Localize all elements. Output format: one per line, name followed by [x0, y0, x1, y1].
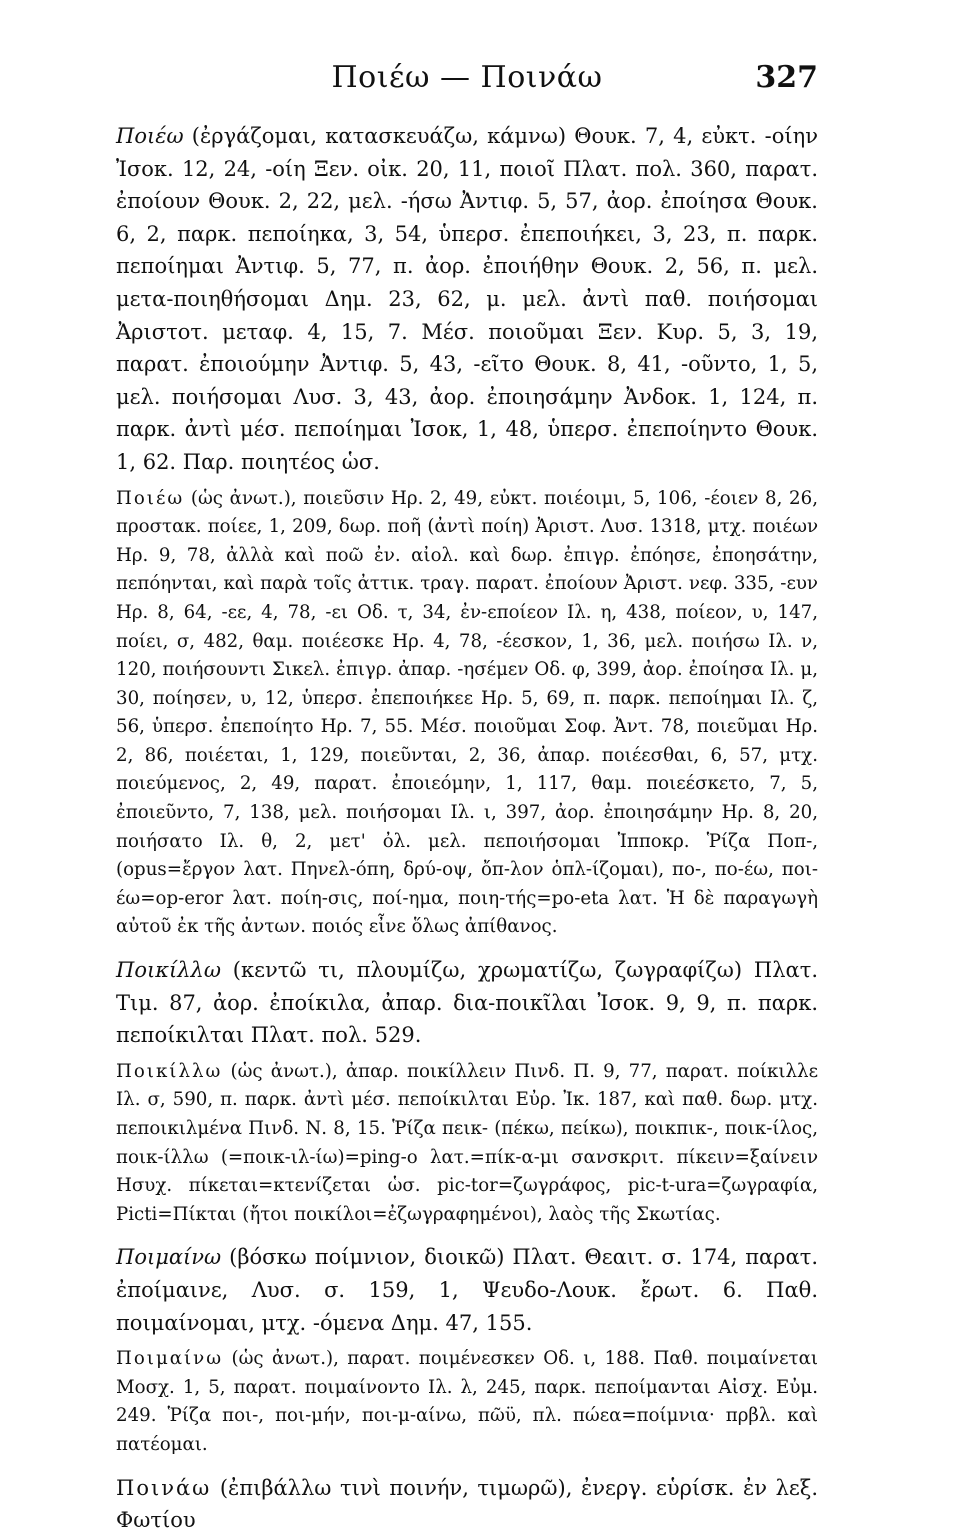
dialect-note [116, 1345, 818, 1459]
lemma-paragraph [116, 1241, 818, 1339]
dialect-note [116, 485, 818, 943]
headword: Ποιέω [116, 124, 184, 148]
lemma-text: (ἐργάζομαι, κατασκευάζω, κάμνω) Θουκ. 7, 4, εὐκτ. -οίην Ἰσοκ. 12, 24, -οίη Ξεν. οἰκ. 20, 11, ποιοῖ Πλατ. πολ. 360, παρατ. ἐποίουν Θουκ. 2, 22, μελ. -ήσω Ἀντιφ. 5, 57, ἀορ. ἐποίησα Θουκ. 6, 2, παρκ. πεποίηκα, 3, 54, ὑπερσ. ἐπεποιήκει, 3, 23, π. παρκ. πεποίημαι Ἀντιφ. 5, 77, π. ἀορ. ἐποιήθην Θουκ. 2, 56, π. μελ. μετα-ποιηθήσομαι Δημ. 23, 62, μ. μελ. ἀντὶ παθ. ποιήσομαι Ἀριστοτ. μεταφ. 4, 15, 7. Μέσ. ποιοῦμαι Ξεν. Κυρ. 5, 3, 19, παρατ. ἐποιούμην Ἀντιφ. 5, 43, -εῖτο Θουκ. 8, 41, -οῦντο, 1, 5, μελ. ποιήσομαι Λυσ. 3, 43, ἀορ. ἐποιησάμην Ἀνδοκ. 1, 124, π. παρκ. ἀντὶ μέσ. πεποίημαι Ἰσοκ, 1, 48, ὑπερσ. ἐπεποίηντο Θουκ. 1, 62. Παρ. ποιητέος ὡσ. [116, 124, 818, 474]
note-text: (ὡς ἀνωτ.), παρατ. ποιμένεσκεν Οδ. ι, 188. Παθ. ποιμαίνεται Μοσχ. 1, 5, παρατ. ποιμαίνοντο Ιλ. λ, 245, παρκ. πεποίμανται Αἰσχ. Εὐμ. 249. Ῥίζα ποι-, ποι-μήν, ποι-μ-αίνω, πῶϋ, πλ. πώεα=ποίμνια· πρβλ. καὶ πατέομαι. [116, 1348, 818, 1455]
running-header [116, 60, 818, 100]
entry-poikillo [116, 954, 818, 1229]
note-headword: Ποιμαίνω [116, 1348, 224, 1370]
lemma-paragraph [116, 1472, 818, 1537]
note-headword: Ποιέω [116, 487, 185, 509]
lemma-text: (κεντῶ τι, πλουμίζω, χρωματίζω, ζωγραφίζω) Πλατ. Τιμ. 87, ἀορ. ἐποίκιλα, ἀπαρ. δια-ποικῖλαι Ἰσοκ. 9, 9, π. παρκ. πεποίκιλται Πλατ. πολ. 529. [116, 958, 818, 1048]
page-number: 327 [755, 60, 818, 95]
lemma-text: (ἐπιβάλλω τινὶ ποινήν, τιμωρῶ), ἐνεργ. εὑρίσκ. ἐν λεξ. Φωτίου [116, 1475, 818, 1533]
lemma-paragraph [116, 120, 818, 479]
note-text: (ὡς ἀνωτ.), ἀπαρ. ποικίλλειν Πινδ. Π. 9, 77, παρατ. ποίκιλλε Ιλ. σ, 590, π. παρκ. ἀντὶ μέσ. πεποίκιλται Εὐρ. Ἰκ. 187, καὶ παθ. δωρ. μτχ. πεποικιλμένα Πινδ. Ν. 8, 15. Ῥίζα πεικ- (πέκω, πείκω), ποικπικ-, ποικ-ίλος, ποικ-ίλλω (=ποικ-ιλ-ίω)=ping-o λατ.=πίκ-α-μι σανσκριτ. πίκειν=ξαίνειν Ησυχ. πίκεται=κτενίζεται ὡσ. pic-tor=ζωγράφος, pic-t-ura=ζωγραφία, Picti=Πίκται (ἤτοι ποικίλοι=ἐζωγραφημένοι), λαὸς τῆς Σκωτίας. [116, 1060, 818, 1225]
lemma-text: (βόσκω ποίμνιον, διοικῶ) Πλατ. Θεαιτ. σ. 174, παρατ. ἐποίμαινε, Λυσ. σ. 159, 1, Ψευδο-Λουκ. ἔρωτ. 6. Παθ. ποιμαίνομαι, μτχ. -όμενα Δημ. 47, 155. [116, 1245, 818, 1335]
headword: Ποιμαίνω [116, 1245, 222, 1270]
note-headword: Ποικίλλω [116, 1060, 223, 1082]
dialect-note [116, 1058, 818, 1230]
lemma-paragraph [116, 954, 818, 1052]
page-title: Ποιέω — Ποινάω [331, 60, 603, 95]
headword: Ποινάω [116, 1475, 212, 1500]
note-text: (ὡς ἀνωτ.), ποιεῦσιν Ηρ. 2, 49, εὐκτ. ποιέοιμι, 5, 106, -έοιεν 8, 26, προστακ. ποίεε, 1, 209, δωρ. ποῆ (ἀντὶ ποίη) Ἀριστ. Λυσ. 1318, μτχ. ποιέων Ηρ. 9, 78, ἀλλὰ καὶ ποῶ ἐν. αἰολ. καὶ δωρ. ἐπιγρ. ἐπόησε, ἐποησάτην, πεπόηνται, καὶ παρὰ τοῖς ἀττικ. τραγ. παρατ. ἐποίουν Ἀριστ. νεφ. 335, -ευν Ηρ. 8, 64, -εε, 4, 78, -ει Οδ. τ, 34, ἐν-εποίεον Ιλ. η, 438, ποίεον, υ, 147, ποίει, σ, 482, θαμ. ποιέεσκε Ηρ. 4, 78, -έεσκον, 1, 36, μελ. ποιήσω Ιλ. ν, 120, ποιήσουντι Σικελ. ἐπιγρ. ἀπαρ. -ησέμεν Οδ. φ, 399, ἀορ. ἐποίησα Ιλ. μ, 30, ποίησεν, υ, 12, ὑπερσ. ἐπεποιήκεε Ηρ. 5, 69, π. παρκ. πεποίημαι Ιλ. ζ, 56, ὑπερσ. ἐπεποίητο Ηρ. 7, 55. Μέσ. ποιοῦμαι Σοφ. Ἀντ. 78, ποιεῦμαι Ηρ. 2, 86, ποιέεται, 1, 129, ποιεῦνται, 2, 36, ἀπαρ. ποιέεσθαι, 6, 57, μτχ. ποιεύμενος, 2, 49, παρατ. ἐποιεόμην, 1, 117, θαμ. ποιεέσκετο, 7, 5, ἐποιεῦντο, 7, 138, μελ. ποιήσομαι Ιλ. ι, 397, ἀορ. ἐποιησάμην Ηρ. 8, 20, ποιήσατο Ιλ. θ, 2, μετ' ὀλ. μελ. πεποιήσομαι Ἱπποκρ. Ῥίζα Ποπ-, (opus=ἔργον λατ. Πηνελ-όπη, δρύ-οψ, ὄπ-λον ὁπλ-ίζομαι), πο-, πο-έω, ποι-έω=op-eror λατ. ποίη-σις, ποί-ημα, ποιη-τής=po-eta λατ. Ἡ δὲ παραγωγὴ αὐτοῦ ἐκ τῆς ἀντων. ποιός εἶνε ὅλως ἀπίθανος. [116, 487, 818, 938]
headword: Ποικίλλω [116, 958, 221, 983]
entry-poinao [116, 1472, 818, 1537]
page-body [116, 120, 818, 1539]
entry-poieo [116, 120, 818, 942]
entry-poimaino [116, 1241, 818, 1459]
